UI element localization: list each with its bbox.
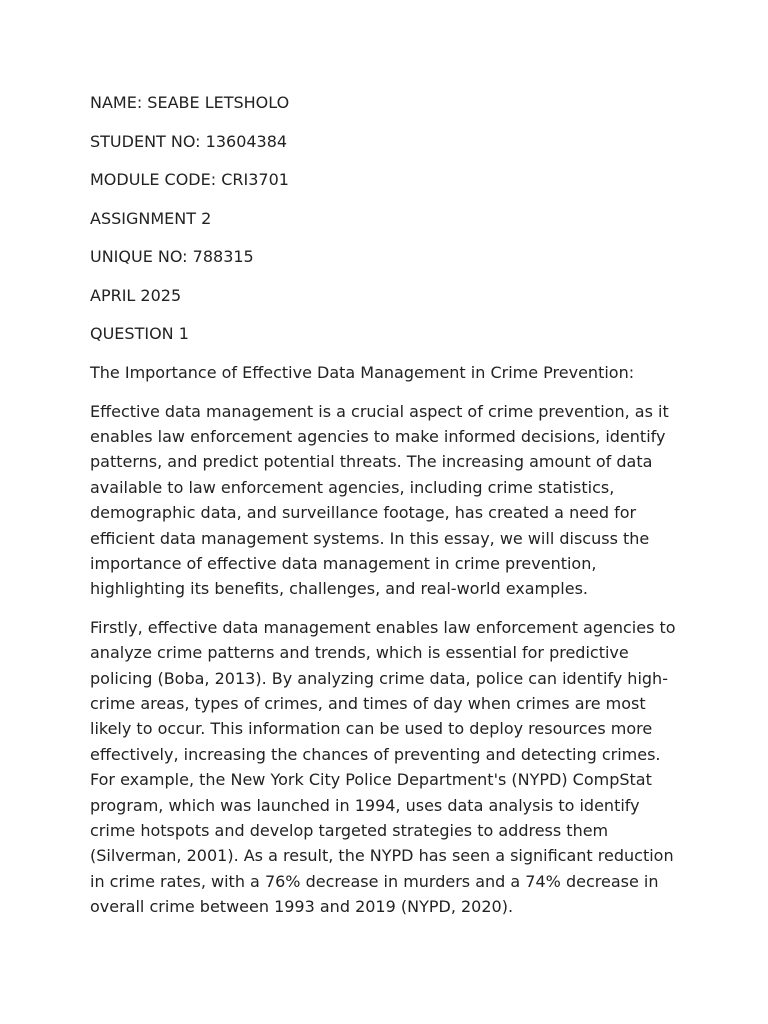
question-label: QUESTION 1 — [90, 324, 189, 343]
student-name: NAME: SEABE LETSHOLO — [90, 93, 290, 112]
submission-date: APRIL 2025 — [90, 285, 182, 305]
essay-title: The Importance of Effective Data Management in Crime Prevention: — [90, 362, 635, 382]
paragraph-intro: Effective data management is a crucial aspect of crime prevention, as it enables law enforcement agencies to make informed decisions, identify patterns, and predict potential threats. The increasing amount of data available to law enforcement agencies, including crime statistics, demographic data, and surveillance footage, has created a need for efficient data management systems. In this essay, we will discuss the importance of effective data management in crime prevention, highlighting its benefits, challenges, and real-world examples. — [90, 401, 669, 599]
assignment-label: ASSIGNMENT 2 — [90, 208, 212, 228]
student-number: STUDENT NO: 13604384 — [90, 131, 288, 151]
paragraph-body-1: Firstly, effective data management enables law enforcement agencies to analyze crime patterns and trends, which is essential for predictive policing (Boba, 2013). By analyzing crime data, police can identify high-crime areas, types of crimes, and times of day when crimes are most likely to occur. This information can be used to deploy resources more effectively, increasing the chances of preventing and detecting crimes. For example, the New York City Police Department's (NYPD) CompStat program, which was launched in 1994, uses data analysis to identify crime hotspots and develop targeted strategies to address them (Silverman, 2001). As a result, the NYPD has seen a significant reduction in crime rates, with a 76% decrease in murders and a 74% decrease in overall crime between 1993 and 2019 (NYPD, 2020). — [90, 617, 676, 917]
unique-number: UNIQUE NO: 788315 — [90, 247, 254, 266]
module-code: MODULE CODE: CRI3701 — [90, 170, 289, 189]
